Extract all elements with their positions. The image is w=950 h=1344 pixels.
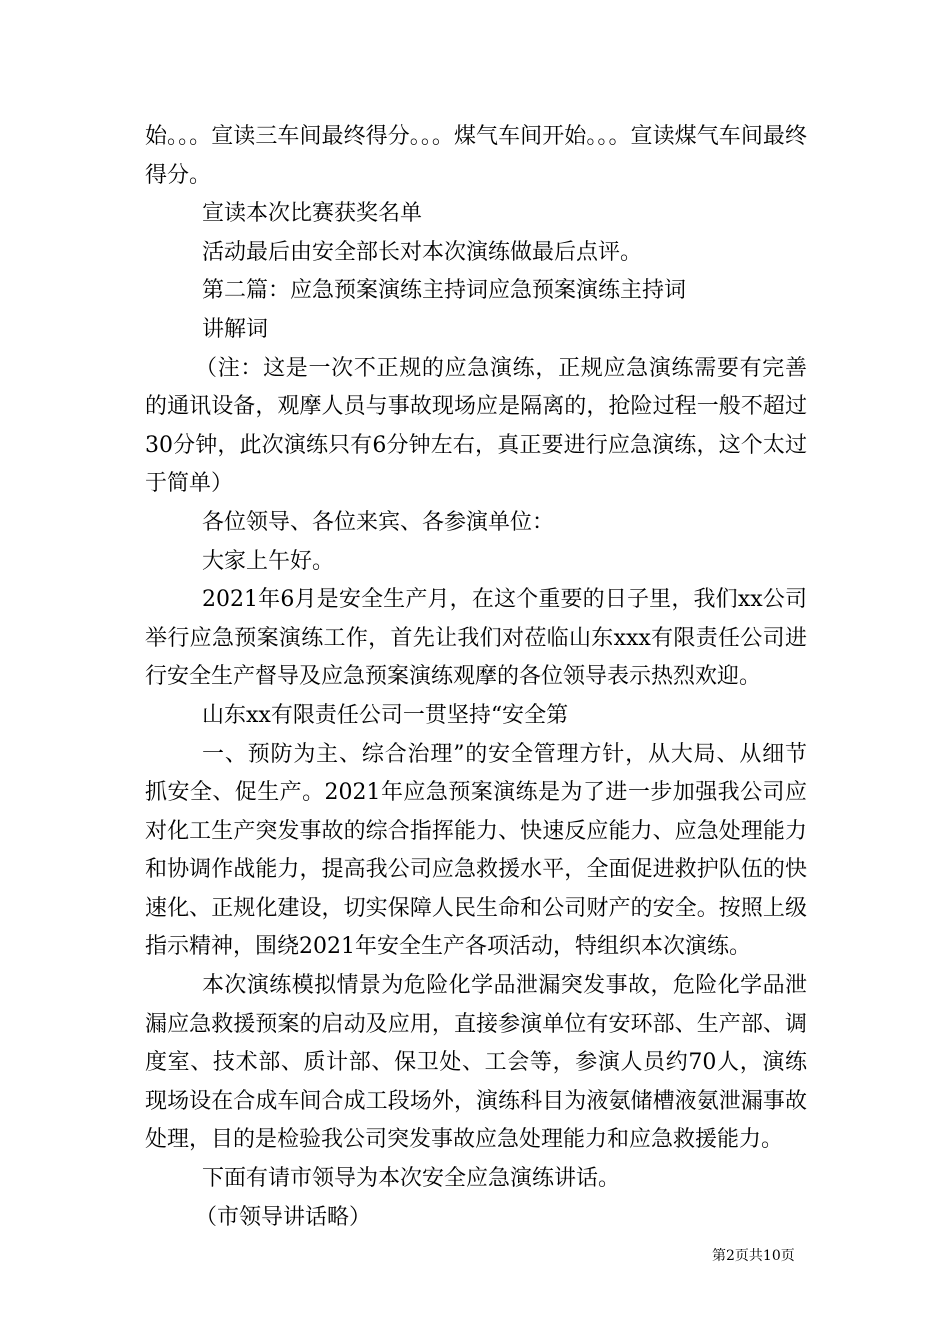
document-body bbox=[145, 118, 807, 1237]
paragraph-drill-scenario: 本次演练模拟情景为危险化学品泄漏突发事故，危险化学品泄漏应急救援预案的启动及应用，直接参演单位有安环部、生产部、调度室、技术部、质计部、保卫处、工会等，参演人员约70人，演练现场设在合成车间合成工段场外，演练科目为液氨储槽液氨泄漏事故处理，目的是检验我公司突发事故应急处理能力和应急救援能力。 bbox=[145, 973, 807, 1153]
paragraph-speech-omitted: （市领导讲话略） bbox=[195, 1204, 372, 1230]
paragraph-explanation-heading: 讲解词 bbox=[202, 316, 269, 342]
paragraph-safety-month: 2021年6月是安全生产月，在这个重要的日子里，我们xx公司举行应急预案演练工作，首先让我们对莅临山东xxx有限责任公司进行安全生产督导及应急预案演练观摩的各位领导表示热烈欢迎。 bbox=[145, 587, 807, 690]
page-number: 第2页共10页 bbox=[712, 1248, 795, 1264]
paragraph-good-morning: 大家上午好。 bbox=[202, 548, 335, 574]
paragraph-continuation: 始。。。宣读三车间最终得分。。。煤气车间开始。。。宣读煤气车间最终得分。 bbox=[145, 124, 807, 188]
paragraph-section-title: 第二篇：应急预案演练主持词应急预案演练主持词 bbox=[202, 278, 687, 304]
paragraph-drill-purpose: 一、预防为主、综合治理”的安全管理方针，从大局、从细节抓安全、促生产。2021年应急预案演练是为了进一步加强我公司应对化工生产突发事故的综合指挥能力、快速反应能力、应急处理能力和协调作战能力，提高我公司应急救援水平，全面促进救护队伍的快速化、正规化建设，切实保障人民生命和公司财产的安全。按照上级指示精神，围绕2021年安全生产各项活动，特组织本次演练。 bbox=[145, 741, 807, 960]
paragraph-award-list: 宣读本次比赛获奖名单 bbox=[202, 201, 423, 227]
paragraph-company-principle: 山东xx有限责任公司一贯坚持“安全第 bbox=[202, 702, 569, 728]
paragraph-leader-speech: 下面有请市领导为本次安全应急演练讲话。 bbox=[202, 1166, 621, 1192]
paragraph-greeting-audience: 各位领导、各位来宾、各参演单位： bbox=[202, 509, 555, 535]
paragraph-final-review: 活动最后由安全部长对本次演练做最后点评。 bbox=[202, 239, 643, 265]
paragraph-note: （注：这是一次不正规的应急演练，正规应急演练需要有完善的通讯设备，观摩人员与事故现场应是隔离的，抢险过程一般不超过30分钟，此次演练只有6分钟左右，真正要进行应急演练，这个太过于简单） bbox=[145, 355, 807, 497]
